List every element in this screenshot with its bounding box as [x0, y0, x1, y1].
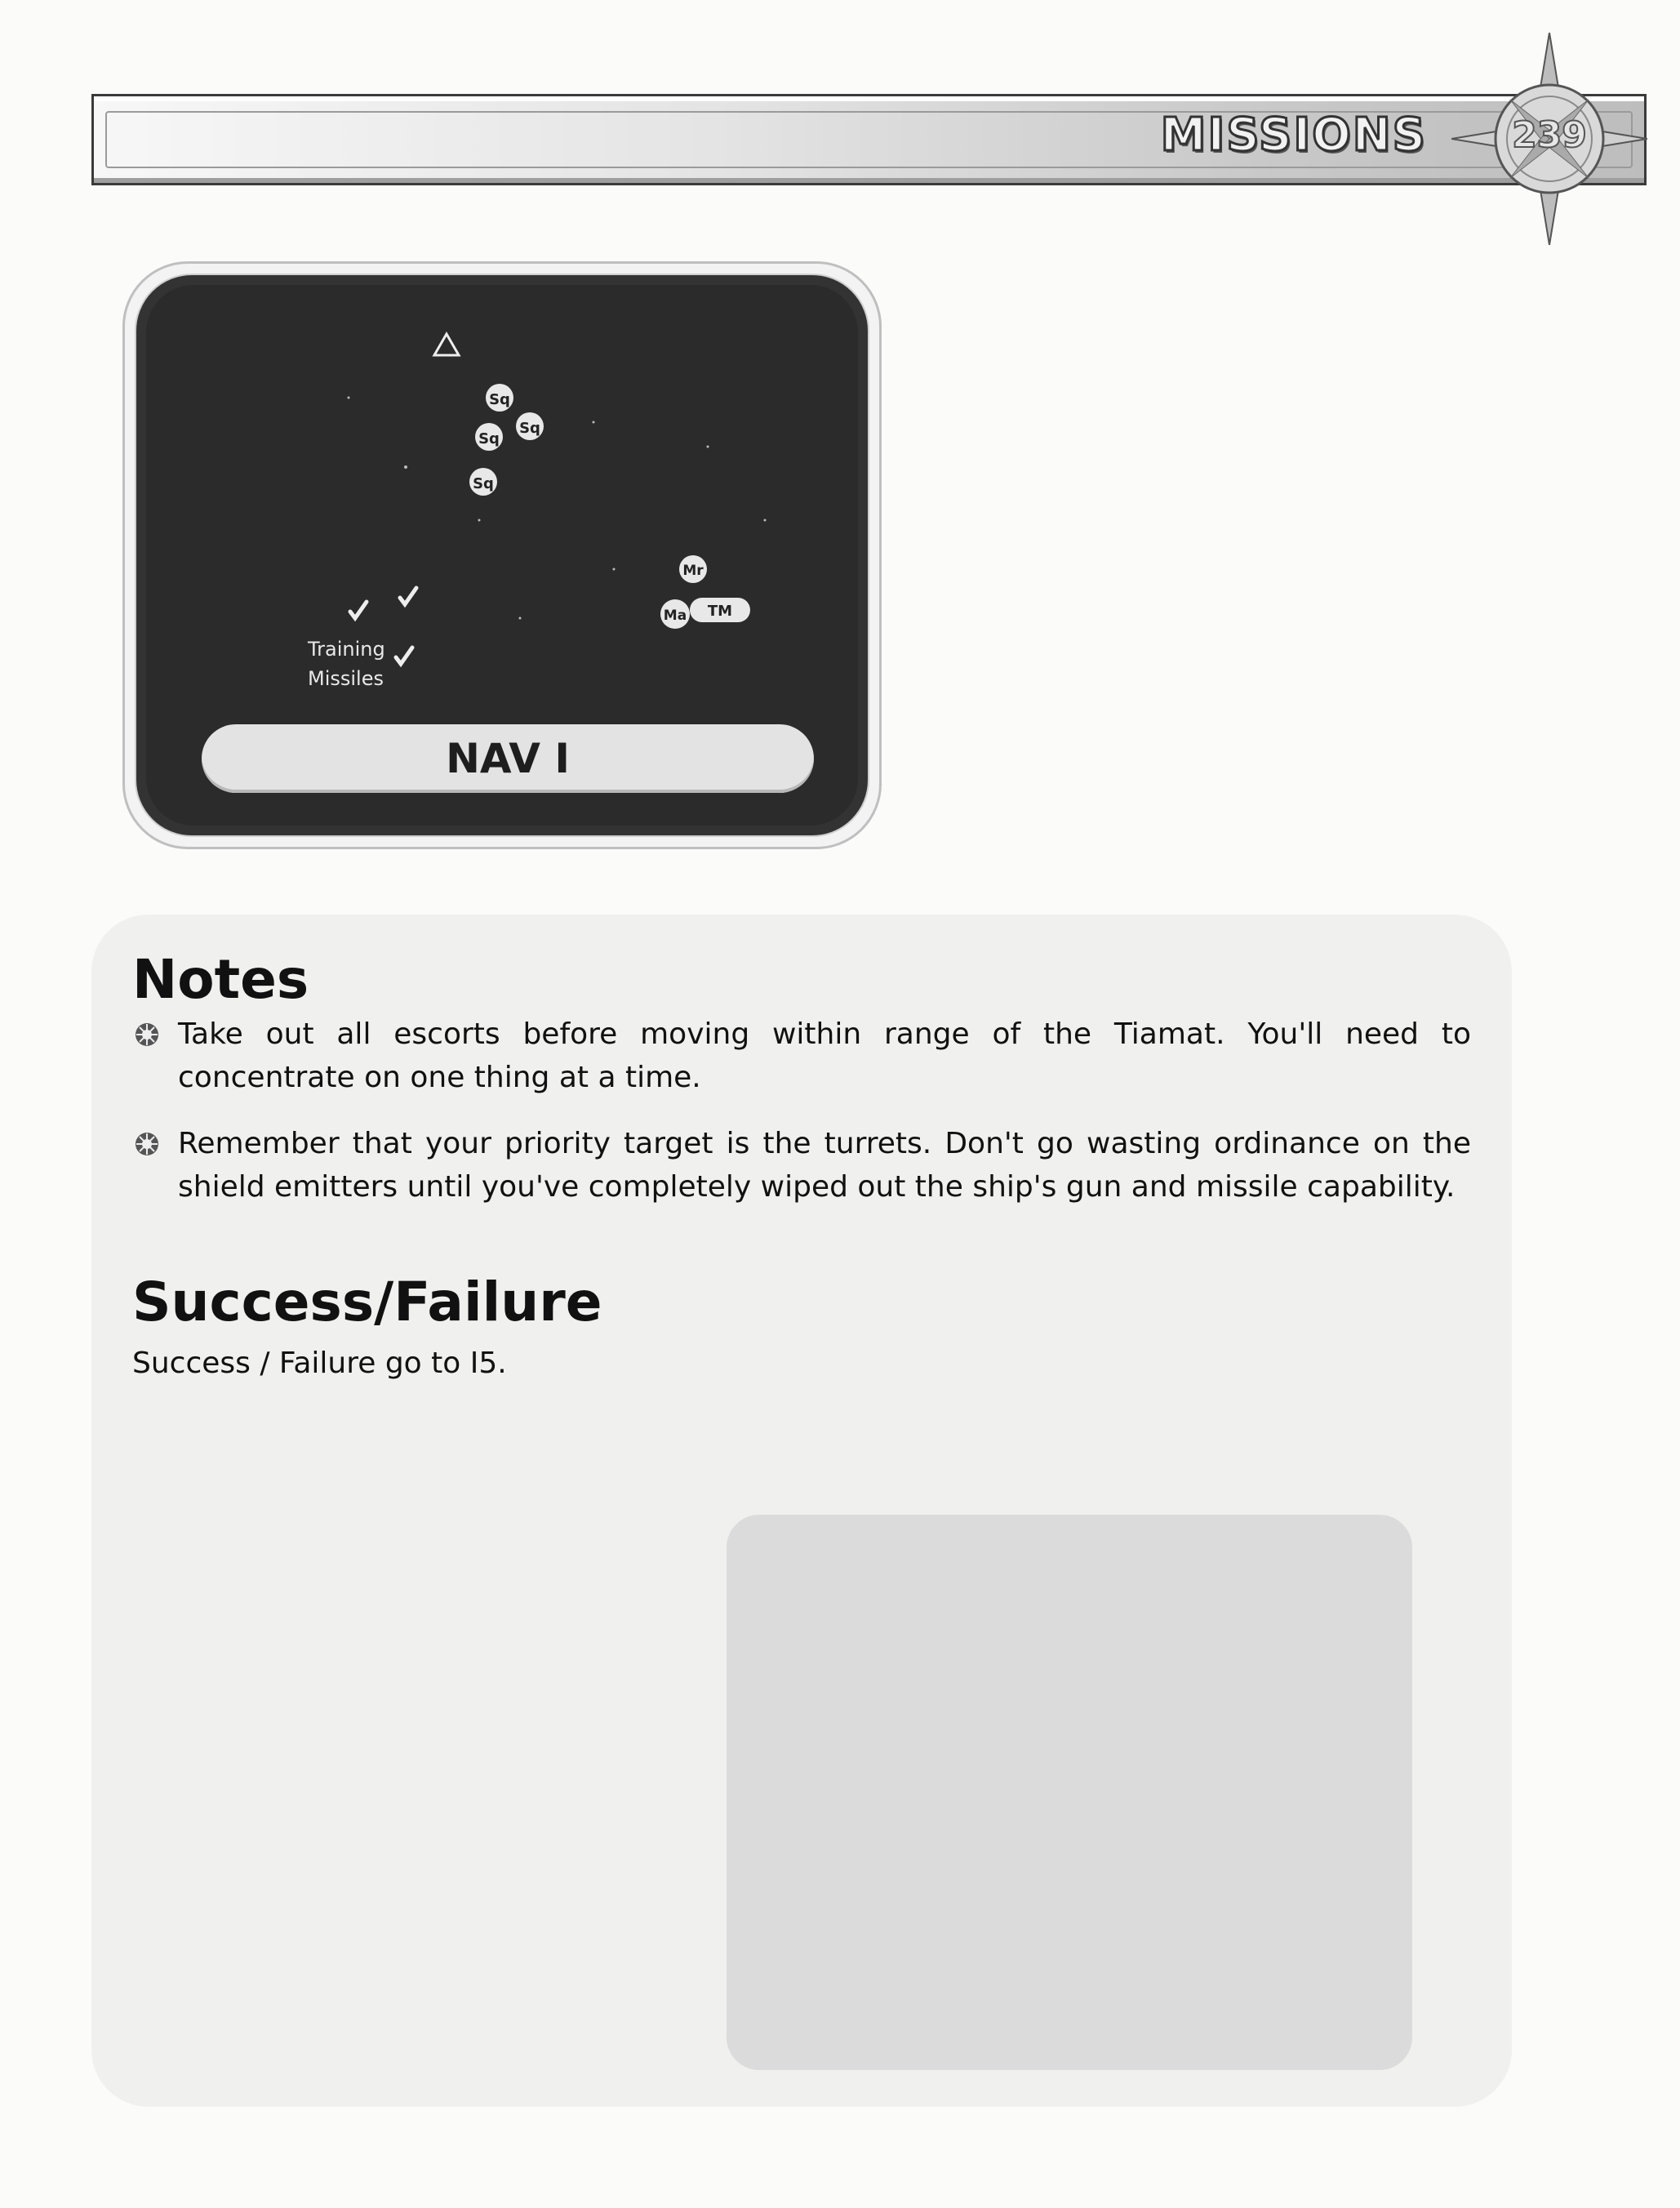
training-label-line: Training [308, 638, 385, 661]
svg-text:Sq: Sq [473, 475, 494, 492]
manta-marker [660, 599, 690, 629]
missile-icon [396, 648, 412, 664]
svg-text:Sq: Sq [489, 391, 510, 408]
svg-text:Sq: Sq [519, 420, 540, 437]
nav-label-bar [202, 724, 814, 793]
svg-text:TM: TM [707, 603, 733, 620]
background-photo [727, 1515, 1412, 2070]
squid-marker [475, 423, 503, 451]
manta-ray-marker [679, 555, 707, 583]
svg-text:Mr: Mr [682, 563, 704, 579]
training-missiles-label [308, 634, 385, 693]
list-item [132, 1013, 1471, 1099]
note-text: Take out all escorts before moving within range of the Tiamat. You'll need to concentrate on one thing at a time. [178, 1017, 1471, 1094]
section-title: MISSIONS [1160, 109, 1427, 162]
list-item [132, 1122, 1471, 1209]
missile-icon [350, 602, 367, 618]
nav-label: NAV I [446, 735, 570, 782]
missile-icon [400, 588, 416, 604]
bullet-icon [134, 1022, 160, 1048]
svg-text:Sq: Sq [478, 430, 500, 447]
waypoint-triangle-icon [434, 334, 459, 355]
notes-list [132, 1013, 1471, 1231]
page-number: 239 [1512, 114, 1587, 156]
success-failure-heading: Success/Failure [132, 1271, 602, 1333]
svg-text:Ma: Ma [663, 608, 687, 624]
nav-map [135, 274, 869, 837]
bullet-icon [134, 1131, 160, 1157]
squid-marker [469, 468, 497, 496]
squid-marker [486, 384, 513, 412]
success-failure-text: Success / Failure go to I5. [132, 1347, 507, 1380]
notes-heading: Notes [132, 948, 309, 1011]
note-text: Remember that your priority target is the turrets. Don't go wasting ordinance on the shield emitters until you've completely wiped out the ship's gun and missile capability. [178, 1127, 1471, 1204]
squid-marker [516, 412, 544, 440]
tiamat-marker [690, 598, 750, 622]
missiles-label-line: Missiles [308, 667, 384, 690]
